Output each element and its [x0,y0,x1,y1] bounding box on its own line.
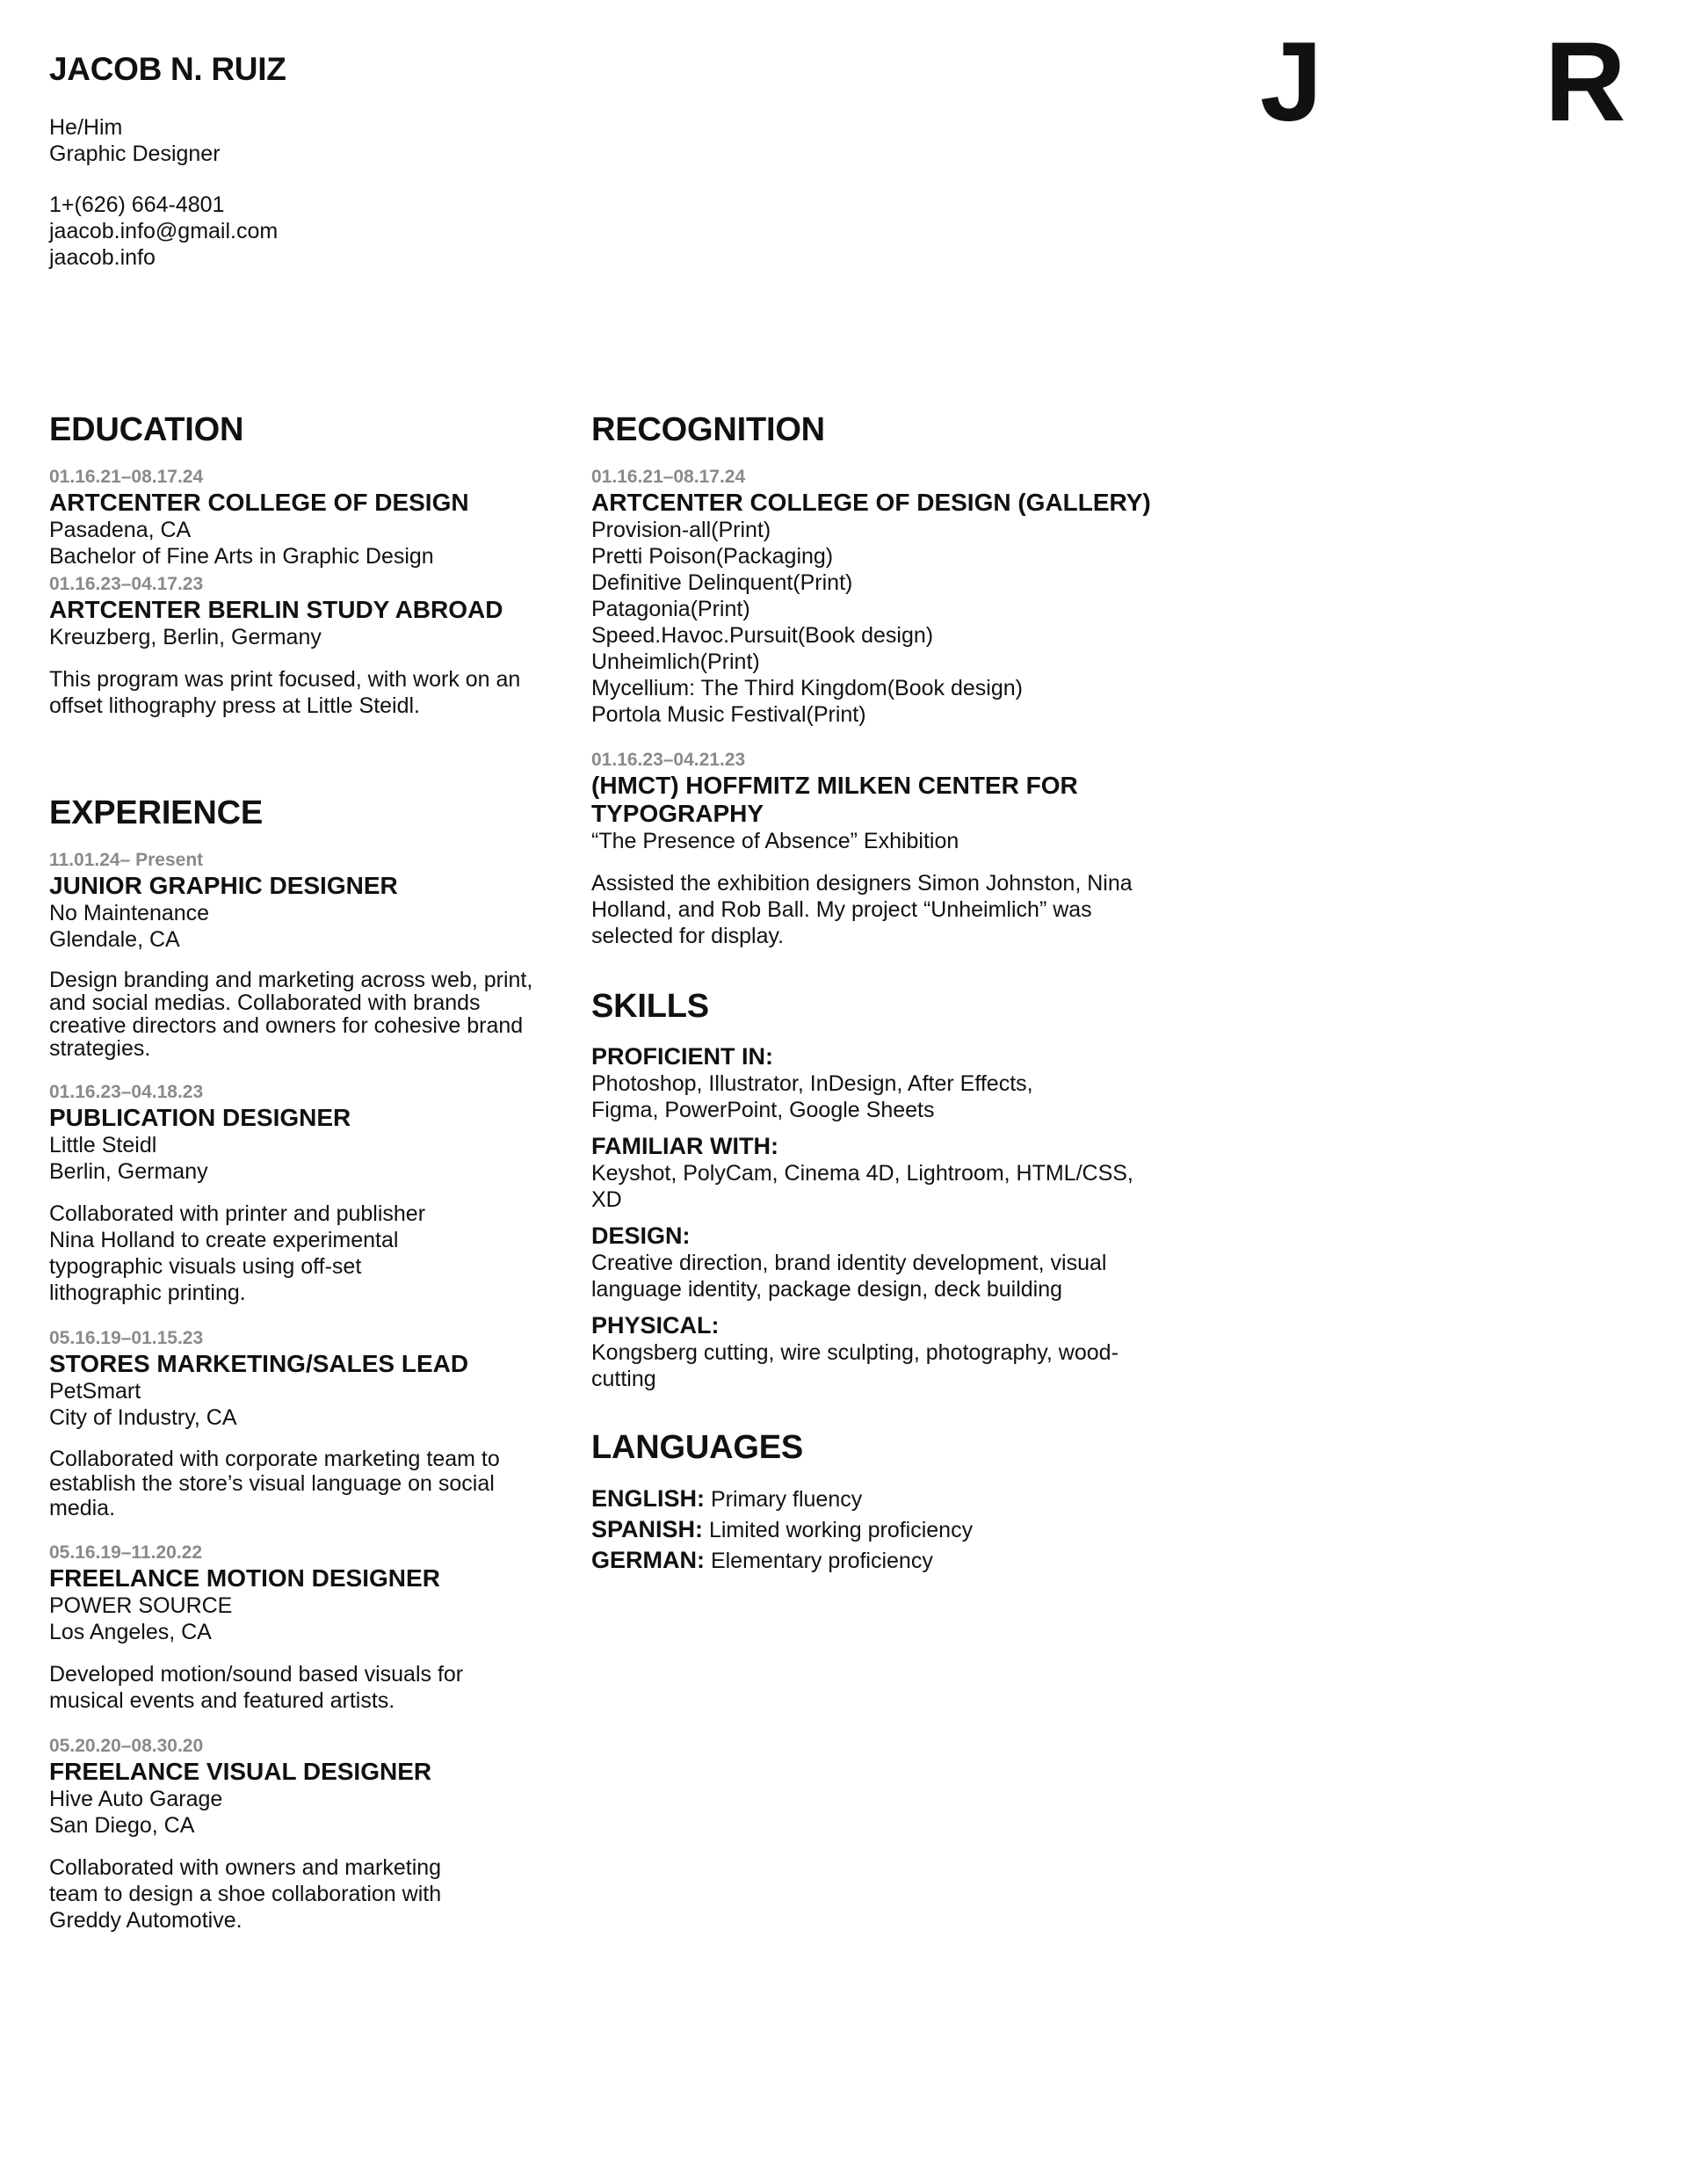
entry-line: Los Angeles, CA [49,1620,212,1644]
website-link: jaacob.info [49,245,156,270]
language-item [591,1545,1171,1576]
entry-date: 01.16.23–04.21.23 [591,750,746,770]
entry-line: San Diego, CA [49,1813,195,1838]
experience-heading: EXPERIENCE [49,795,263,831]
entry-line: Kreuzberg, Berlin, Germany [49,625,322,649]
skill-group-text: Keyshot, PolyCam, Cinema 4D, Lightroom, HTML/CSS, XD [591,1161,1133,1212]
skill-group-text: Creative direction, brand identity development, visual language identity, package design, deck building [591,1251,1107,1302]
entry-description: Design branding and marketing across web, print, and social medias. Collaborated with brands creative directors and owners for cohesive brand strategies. [49,968,533,1061]
language-label: ENGLISH: [591,1485,706,1512]
recognition-entry [591,749,1171,949]
pronouns: He/Him [49,115,123,140]
entry-line: Little Steidl [49,1133,157,1157]
experience-entry [49,849,559,1060]
entry-title: STORES MARKETING/SALES LEAD [49,1350,469,1377]
language-label: GERMAN: [591,1547,705,1573]
entry-description: This program was print focused, with work on an offset lithography press at Little Steidl. [49,667,521,718]
education-heading: EDUCATION [49,411,244,448]
skill-group-text: Kongsberg cutting, wire sculpting, photography, wood-cutting [591,1340,1119,1391]
entry-line: Berlin, Germany [49,1159,208,1184]
entry-description: Collaborated with corporate marketing team to establish the store’s visual language on social media. [49,1447,500,1520]
entry-title: PUBLICATION DESIGNER [49,1104,351,1131]
job-role: Graphic Designer [49,141,221,166]
phone-number: 1+(626) 664-4801 [49,192,225,217]
entry-title: FREELANCE MOTION DESIGNER [49,1564,440,1592]
experience-entry [49,1081,559,1306]
recognition-heading: RECOGNITION [591,411,825,448]
education-section [49,410,559,719]
skill-group-label: PHYSICAL: [591,1312,720,1339]
monogram-letter-r: R [1545,19,1626,145]
languages-heading: LANGUAGES [591,1429,803,1466]
entry-line: Definitive Delinquent(Print) [591,570,853,595]
entry-date: 05.16.19–01.15.23 [49,1328,204,1348]
language-level: Limited working proficiency [708,1518,974,1542]
entry-line: Mycellium: The Third Kingdom(Book design) [591,676,1023,700]
entry-line: Patagonia(Print) [591,597,750,621]
entry-date: 01.16.21–08.17.24 [591,467,746,487]
entry-line: POWER SOURCE [49,1593,233,1618]
contact-block [49,114,278,271]
email-address: jaacob.info@gmail.com [49,219,279,243]
language-level: Elementary proficiency [710,1549,933,1573]
entry-title: ARTCENTER BERLIN STUDY ABROAD [49,596,503,623]
experience-entry [49,1542,559,1714]
entry-line: PetSmart [49,1379,141,1404]
entry-description: Collaborated with owners and marketing team to design a shoe collaboration with Greddy Automotive. [49,1855,442,1933]
language-label: SPANISH: [591,1516,704,1542]
entry-date: 01.16.23–04.18.23 [49,1082,204,1102]
recognition-section [591,410,1171,949]
skills-section [591,986,1171,1392]
language-item [591,1514,1171,1545]
entry-title: ARTCENTER COLLEGE OF DESIGN (GALLERY) [591,489,1151,516]
skill-group-label: FAMILIAR WITH: [591,1133,778,1159]
experience-entry [49,1735,559,1934]
experience-section [49,793,559,1934]
languages-section [591,1427,1171,1576]
entry-description: Collaborated with printer and publisher Nina Holland to create experimental typographic visuals using off-set lithographic printing. [49,1201,426,1305]
entry-title: JUNIOR GRAPHIC DESIGNER [49,872,398,899]
entry-date: 01.16.23–04.17.23 [49,574,204,594]
entry-date: 05.16.19–11.20.22 [49,1542,203,1563]
entry-line: City of Industry, CA [49,1405,237,1430]
entry-line: No Maintenance [49,901,210,925]
entry-line: Portola Music Festival(Print) [591,702,866,727]
right-column [591,410,1171,1625]
entry-line: Hive Auto Garage [49,1787,223,1811]
entry-date: 05.20.20–08.30.20 [49,1736,204,1756]
entry-line: Unheimlich(Print) [591,649,760,674]
resume-name: JACOB N. RUIZ [49,51,286,87]
language-item [591,1484,1171,1514]
entry-description: Developed motion/sound based visuals for musical events and featured artists. [49,1662,464,1713]
entry-title: FREELANCE VISUAL DESIGNER [49,1758,432,1785]
monogram-letter-j: J [1260,19,1323,145]
skill-group-label: PROFICIENT IN: [591,1043,773,1070]
entry-title: (HMCT) HOFFMITZ MILKEN CENTER FOR TYPOGRAPHY [591,772,1078,827]
entry-line: Bachelor of Fine Arts in Graphic Design [49,544,434,569]
language-level: Primary fluency [710,1487,863,1512]
experience-entry [49,1327,559,1520]
skills-heading: SKILLS [591,988,709,1025]
skill-group-label: DESIGN: [591,1223,691,1249]
education-entry [49,466,559,570]
entry-line: Glendale, CA [49,927,180,952]
entry-line: Pretti Poison(Packaging) [591,544,834,569]
recognition-entry [591,466,1171,728]
entry-title: ARTCENTER COLLEGE OF DESIGN [49,489,469,516]
entry-line: Pasadena, CA [49,518,192,542]
entry-date: 01.16.21–08.17.24 [49,467,204,487]
skill-group-text: Photoshop, Illustrator, InDesign, After Effects, Figma, PowerPoint, Google Sheets [591,1071,1033,1122]
entry-line: “The Presence of Absence” Exhibition [591,829,959,853]
entry-line: Provision-all(Print) [591,518,771,542]
entry-description: Assisted the exhibition designers Simon Johnston, Nina Holland, and Rob Ball. My project “Unheimlich” was selected for display. [591,871,1133,948]
education-entry [49,573,559,719]
left-column [49,410,559,1983]
entry-date: 11.01.24– Present [49,850,204,870]
entry-line: Speed.Havoc.Pursuit(Book design) [591,623,934,648]
